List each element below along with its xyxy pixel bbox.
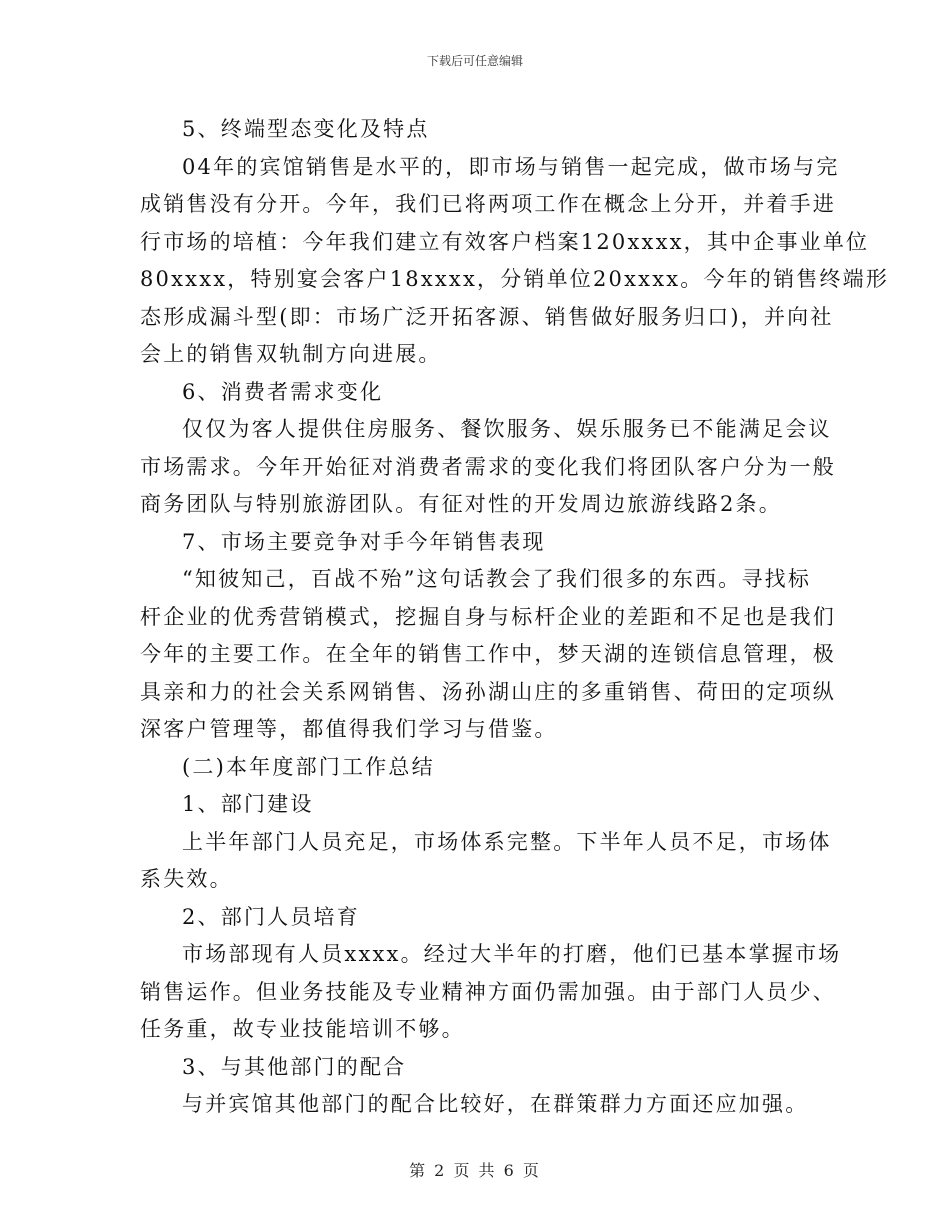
page-header: 下载后可任意编辑 — [426, 54, 523, 68]
text-line: 2、部门人员培育 — [182, 904, 360, 929]
text-line: 市场部现有人员xxxx。经过大半年的打磨，他们已基本掌握市场 — [182, 942, 842, 966]
text-line: 市场需求。今年开始征对消费者需求的变化我们将团队客户分为一般 — [140, 454, 836, 479]
text-line: 商务团队与特别旅游团队。有征对性的开发周边旅游线路2条。 — [140, 492, 782, 516]
text-line: “知彼知己，百战不殆”这句话教会了我们很多的东西。寻找标 — [182, 567, 812, 591]
text-line: 3、与其他部门的配合 — [182, 1054, 407, 1079]
text-line: 5、终端型态变化及特点 — [182, 117, 430, 141]
text-line: 杆企业的优秀营销模式，挖掘自身与标杆企业的差距和不足也是我们 — [140, 604, 836, 629]
text-line: 上半年部门人员充足，市场体系完整。下半年人员不足，市场体 — [182, 829, 832, 854]
page-footer: 第 2 页 共 6 页 — [409, 1161, 541, 1180]
text-line: 会上的销售双轨制方向进展。 — [140, 342, 442, 366]
text-line: 1、部门建设 — [182, 792, 314, 816]
text-line: 深客户管理等，都值得我们学习与借鉴。 — [140, 717, 558, 741]
text-line: 销售运作。但业务技能及专业精神方面仍需加强。由于部门人员少、 — [140, 979, 836, 1004]
text-line: 80xxxx，特别宴会客户18xxxx，分销单位20xxxx。今年的销售终端形 — [140, 267, 890, 291]
text-line: 行市场的培植：今年我们建立有效客户档案120xxxx，其中企事业单位 — [140, 229, 870, 254]
text-line: 任务重，故专业技能培训不够。 — [140, 1017, 465, 1041]
text-line: 7、市场主要竞争对手今年销售表现 — [182, 529, 546, 554]
text-line: 具亲和力的社会关系网销售、汤孙湖山庄的多重销售、荷田的定项纵 — [140, 679, 836, 704]
text-line: (二)本年度部门工作总结 — [182, 754, 435, 779]
text-line: 态形成漏斗型(即：市场广泛开拓客源、销售做好服务归口)，并向社 — [140, 304, 834, 329]
text-line: 6、消费者需求变化 — [182, 379, 384, 404]
document-body — [140, 111, 890, 1124]
text-line: 04年的宾馆销售是水平的，即市场与销售一起完成，做市场与完 — [182, 154, 840, 179]
text-line: 成销售没有分开。今年，我们已将两项工作在概念上分开，并着手进 — [140, 192, 836, 216]
text-line: 与并宾馆其他部门的配合比较好，在群策群力方面还应加强。 — [182, 1092, 809, 1116]
text-line: 今年的主要工作。在全年的销售工作中，梦天湖的连锁信息管理，极 — [140, 642, 836, 666]
text-line: 仅仅为客人提供住房服务、餐饮服务、娱乐服务已不能满足会议 — [182, 417, 832, 441]
text-line: 系失效。 — [140, 867, 233, 891]
